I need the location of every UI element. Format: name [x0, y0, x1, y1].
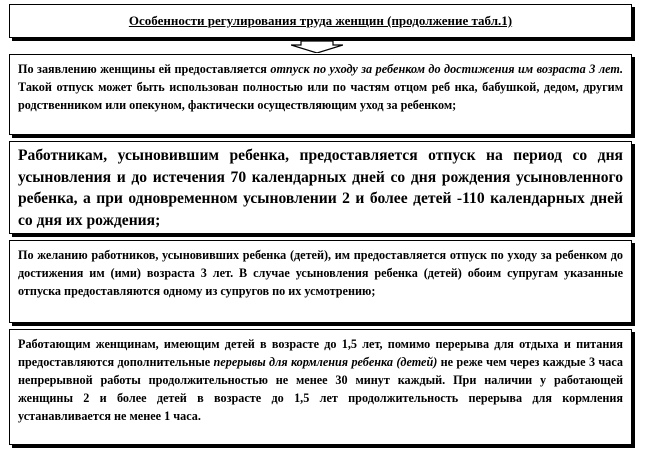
- childcare-leave-block: [9, 54, 632, 135]
- feeding-breaks-text-1: Работающим женщинам, имеющим детей в возрасте до 1,5 лет, помимо перерыва для отдыха и питания предоставляются дополнительные: [18, 337, 623, 369]
- adoptive-childcare-block: [9, 240, 632, 323]
- childcare-leave-italic: отпуск по уходу за ребенком до достижения им возраста 3 лет.: [270, 62, 624, 76]
- childcare-leave-text-2: Такой отпуск может быть использован полностью или по частям отцом реб нка, бабушкой, дедом, другим родственником или опекуном, фактически осуществляющим уход за ребенком;: [18, 80, 623, 112]
- adoption-leave-block: [9, 141, 632, 234]
- adoptive-childcare-text: По желанию работников, усыновивших ребенка (детей), им предоставляется отпуск по уходу за ребенком до достижения им (ими) возраста 3 лет. В случае усыновления ребенка (детей) обоим супругам указанные отпуска предоставляются одному из супругов по их усмотрению;: [18, 248, 623, 298]
- table-title-text: Особенности регулирования труда женщин (продолжение табл.1): [128, 13, 513, 28]
- feeding-breaks-text-2: не реже чем через каждые 3 часа непрерывной работы продолжительностью не менее 30 минут каждый. При наличии у работающей женщины 2 и более детей в возрасте до 1,5 лет продолжительность перерыва для кормления устанавливается не менее 1 часа.: [18, 355, 624, 423]
- table-title: [9, 4, 632, 38]
- adoption-leave-text: Работникам, усыновившим ребенка, предоставляется отпуск на период со дня усыновления и до истечения 70 календарных дней со дня рождения усыновленного ребенка, а при одновременном усыновлении 2 и более детей -110 календарных дней со дня их рождения;: [18, 147, 623, 229]
- feeding-breaks-italic: перерывы для кормления ребенка (детей): [213, 355, 438, 369]
- down-arrow-icon: [291, 41, 343, 53]
- childcare-leave-text-1: По заявлению женщины ей предоставляется: [18, 62, 271, 76]
- feeding-breaks-block: [9, 329, 632, 445]
